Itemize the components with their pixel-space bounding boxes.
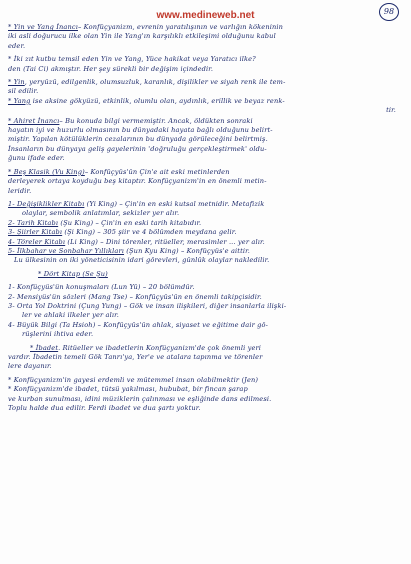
dort-kitap-item-3b: ler ve ahlaki ilkeler yer alır. <box>22 311 119 320</box>
item-title: 3- Şiirler Kitabı <box>8 228 63 237</box>
yang-heading: * Yang <box>8 96 31 105</box>
ahiret-text-3: miştir. Yapılan kötülüklerin cezalarının bu dünyada görüleceğini belirtmiş. <box>8 135 268 144</box>
item-text: (Yi King) – Çin'in en eski kutsal metnidir. Metafizik <box>84 199 265 208</box>
item-title: 5- İlkbahar ve Sonbahar Yıllıkları <box>8 246 125 255</box>
ahiret-text-4: İnsanların bu dünyaya geliş gayelerinin 'doğruluğu gerçekleştirmek' oldu- <box>8 144 267 153</box>
ibadet-bullet-2b: ve kurban sunulması, idini müziklerin çalınması ve eşliğinde dans edilmesi. <box>8 394 272 403</box>
page-number: 98 <box>379 3 399 21</box>
bes-klasik-note: Lu ülkesinin on iki yöneticisinin idari görevleri, günlük olaylar nakledilir. <box>14 256 270 265</box>
ibadet-bullet-2c: Toplu halde dua edilir. Ferdi ibadet ve dua şartı yoktur. <box>8 404 201 413</box>
ahiret-text-1: – Bu konuda bilgi vermemiştir. Ancak, öldükten sonraki <box>59 116 253 125</box>
ibadet-bullet-2: * Konfüçyanizm'de ibadet, tütsü yakılması, hububat, bir fincan şarap <box>8 385 248 394</box>
dort-kitap-heading-line <box>8 270 398 279</box>
ahiret-line-1 <box>8 117 398 126</box>
dort-kitap-item-4: 4- Büyük Bilgi (Ta Hsioh) – Konfüçyüs'ün ahlak, siyaset ve eğitime dair gö- <box>8 320 268 329</box>
ibadet-bullet-1: * Konfüçyanizm'in gayesi erdemli ve mütemmel insan olabilmektir (Jen) <box>8 375 259 384</box>
bes-klasik-item-5 <box>8 247 398 256</box>
dort-kitap-item-1: 1- Konfüçyüs'ün konuşmaları (Lun Yü) – 20 bölümdür. <box>8 283 195 292</box>
yang-text: ise aksine gökyüzü, etkinlik, olumlu olan, aydınlık, erillik ve beyaz renk- <box>30 96 285 105</box>
yin-yang-line-1 <box>8 23 398 32</box>
ibadet-text-2: vardır. İbadetin temeli Gök Tanrı'ya, Yer'e ve atalara tapınma ve törenler <box>8 353 263 361</box>
yin-yang-text-3: eder. <box>8 41 26 50</box>
dort-kitap-item-4b: rüşlerini ihtiva eder. <box>22 330 94 339</box>
item-text: olaylar, sembolik anlatımlar, sekizler yer alır. <box>22 209 180 218</box>
ibadet-text-3: lere dayanır. <box>8 362 52 371</box>
dort-kitap-heading: * Dört Kitap (Se Şu) <box>38 269 108 278</box>
bes-klasik-line-1 <box>8 168 398 177</box>
item-text: (Şu King) – Çin'in en eski tarih kitabıdır. <box>58 218 202 227</box>
yin-text: , yeryüzü, edilgenlik, olumsuzluk, karanlık, dişilikler ve siyah renk ile tem- <box>24 78 286 87</box>
yin-heading: * Yin <box>8 78 25 87</box>
yin-text-2: sil edilir. <box>8 87 39 96</box>
ibadet-text-1: . Ritüeller ve ibadetlerin Konfüçyanizm'de çok önemli yeri <box>58 343 262 352</box>
bes-klasik-item-2 <box>8 219 398 228</box>
ahiret-heading: * Ahiret İnancı <box>8 116 60 125</box>
yin-yang-heading: * Yin ve Yang İnancı <box>8 23 78 31</box>
bes-klasik-item-3 <box>8 228 398 237</box>
ibadet-line-1 <box>8 344 398 353</box>
bes-klasik-item-1b <box>8 209 398 218</box>
item-title: 1- Değişiklikler Kitabı <box>8 199 85 208</box>
yin-yang-text-2: iki asli doğurucu ilke olan Yin ile Yang'ın karşılıklı etkileşimi olduğunu kabul <box>8 32 276 41</box>
ahiret-text-2: hayatın iyi ve huzurlu olmasının bu dünyadaki hayata bağlı olduğunu belirt- <box>8 126 273 135</box>
item-text: (Şi King) – 305 şiir ve 4 bölümden meydana gelir. <box>62 228 237 237</box>
yin-yang-bullet-1: * İki zıt kutbu temsil eden Yin ve Yang, Yüce hakikat veya Yaratıcı ilke? <box>8 55 256 64</box>
bes-klasik-text-3: leridir. <box>8 186 32 195</box>
page-content <box>8 16 398 413</box>
item-title: 4- Töreler Kitabı <box>8 237 66 246</box>
bes-klasik-item-4 <box>8 238 398 247</box>
item-text: (Şun Kyu King) – Konfüçyüs'e aittir. <box>124 246 250 255</box>
yang-text-2: tir. <box>386 106 396 115</box>
dort-kitap-item-3: 3- Orta Yol Doktrini (Çung Yung) – Gök ve insan ilişkileri, diğer insanlarla ilişki- <box>8 301 287 310</box>
dort-kitap-item-2: 2- Mensiyüs'ün sözleri (Mang Tse) – Konfüçyüs'ün en önemli takipçisidir. <box>8 292 262 301</box>
bes-klasik-text-2: derleyerek ortaya koyduğu beş kitaptır. Konfüçyanizm'in en önemli metin- <box>8 177 267 186</box>
item-text: (Li King) – Dini törenler, ritüeller, merasimler ... yer alır. <box>65 237 265 246</box>
yang-bullet <box>8 97 398 106</box>
bes-klasik-item-1 <box>8 200 398 209</box>
ahiret-text-5: ğunu ifade eder. <box>8 154 65 163</box>
item-title: 2- Tarih Kitabı <box>8 218 59 227</box>
yin-bullet <box>8 78 398 87</box>
site-watermark: www.medineweb.net <box>156 10 255 21</box>
ibadet-heading: * İbadet <box>30 343 59 352</box>
yin-yang-bullet-1b: den (Tai Ci) akmıştır. Her şey sürekli bir değişim içindedir. <box>8 64 214 73</box>
bes-klasik-heading: * Beş Klasik (Vu King) <box>8 167 85 176</box>
bes-klasik-text-1: – Konfüçyüs'ün Çin'e ait eski metinlerden <box>84 167 230 176</box>
yin-yang-text-1: – Konfüçyanizm, evrenin yaratılışının ve varlığın kökeninin <box>77 23 284 31</box>
